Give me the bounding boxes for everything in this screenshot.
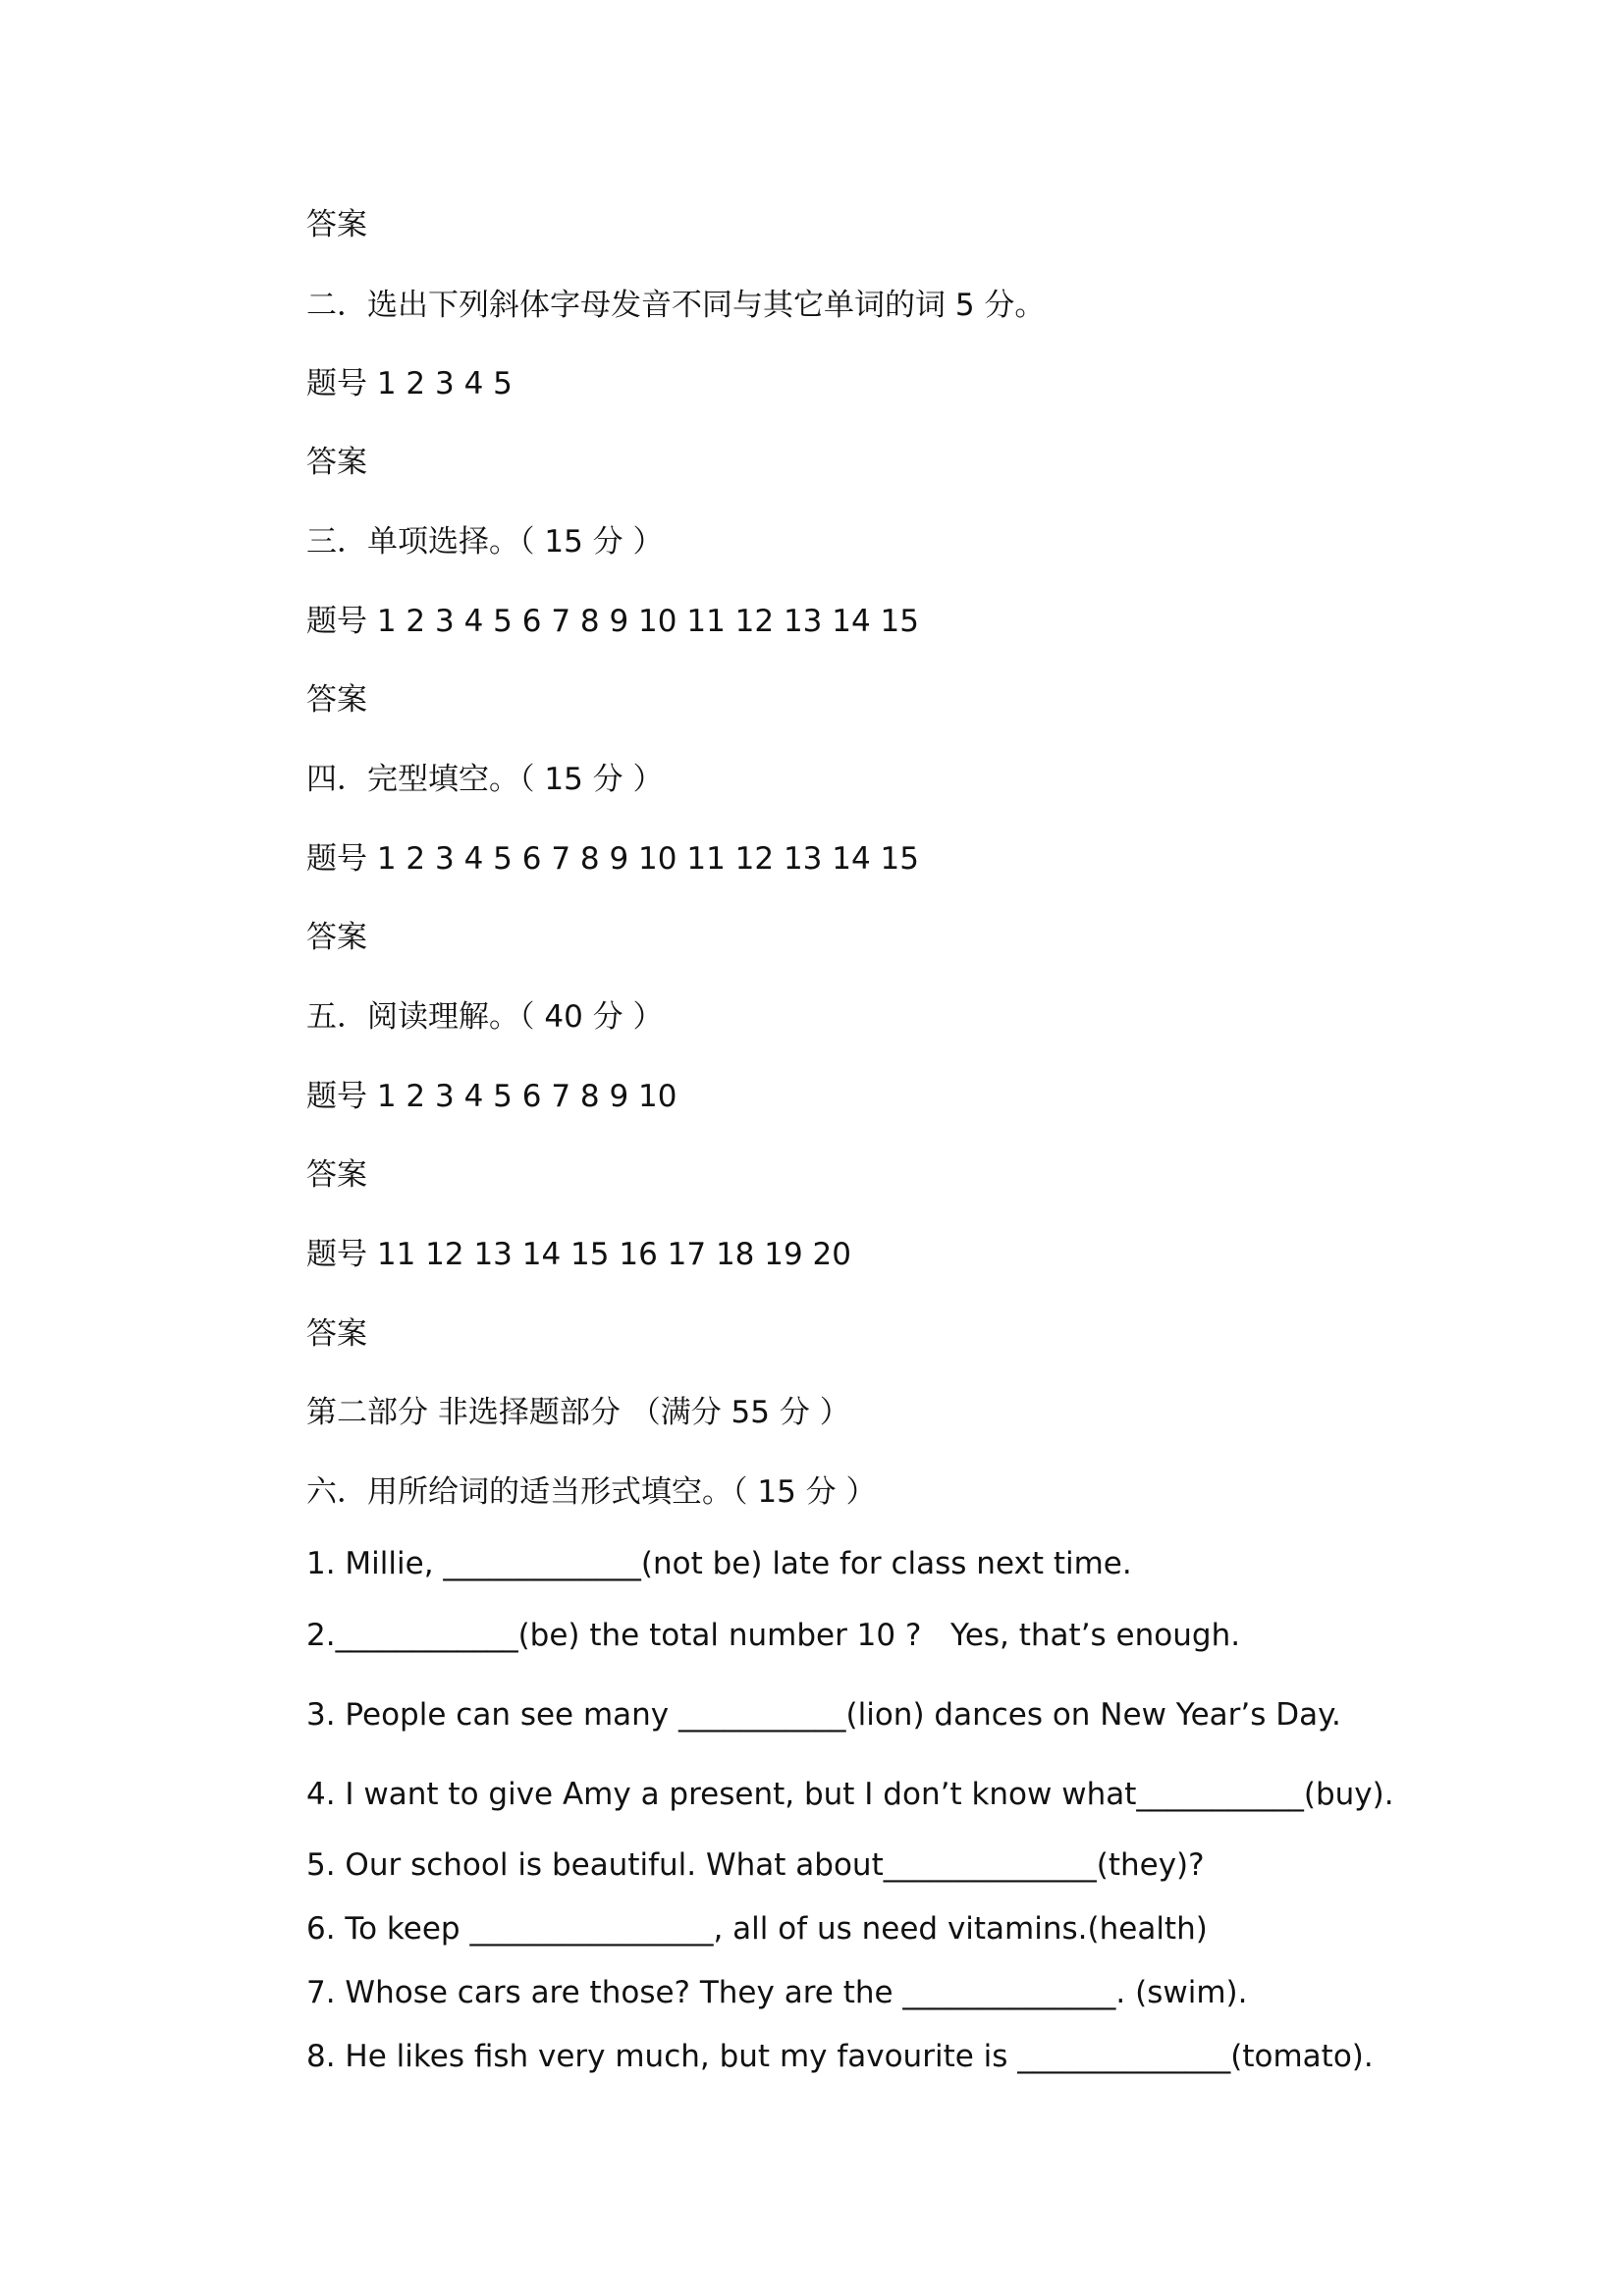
section-4-heading: 四．完型填空。（ 15 分 ）: [306, 762, 664, 797]
fill-blank-question-8: 8. He likes fish very much, but my favourite is ______________(tomato).: [306, 2039, 1374, 2074]
fill-blank-question-7: 7. Whose cars are those? They are the ______________. (swim).: [306, 1975, 1248, 2010]
answer-label: 答案: [306, 920, 367, 955]
fill-blank-question-6: 6. To keep ________________, all of us need vitamins.(health): [306, 1911, 1208, 1947]
answer-label: 答案: [306, 1316, 367, 1352]
answer-label: 答案: [306, 207, 367, 242]
fill-blank-question-3: 3. People can see many ___________(lion) dances on New Year’s Day.: [306, 1697, 1341, 1733]
section-5-heading: 五．阅读理解。（ 40 分 ）: [306, 999, 664, 1035]
answer-label: 答案: [306, 1157, 367, 1193]
section-3-heading: 三．单项选择。（ 15 分 ）: [306, 524, 664, 560]
part-2-heading: 第二部分 非选择题部分 （满分 55 分 ）: [306, 1395, 850, 1430]
question-number-row: 题号 11 12 13 14 15 16 17 18 19 20: [306, 1237, 852, 1272]
fill-blank-question-1: 1. Millie, _____________(not be) late for class next time.: [306, 1546, 1132, 1581]
answer-label: 答案: [306, 445, 367, 480]
question-number-row: 题号 1 2 3 4 5 6 7 8 9 10: [306, 1079, 677, 1114]
fill-blank-question-5: 5. Our school is beautiful. What about______________(they)?: [306, 1847, 1205, 1883]
section-2-heading: 二．选出下列斜体字母发音不同与其它单词的词 5 分。: [306, 288, 1046, 323]
fill-blank-question-4: 4. I want to give Amy a present, but I don’t know what___________(buy).: [306, 1777, 1394, 1812]
question-number-row: 题号 1 2 3 4 5 6 7 8 9 10 11 12 13 14 15: [306, 841, 919, 877]
section-6-heading: 六．用所给词的适当形式填空。（ 15 分 ）: [306, 1474, 877, 1510]
fill-blank-question-2: 2.____________(be) the total number 10 ? Yes, that’s enough.: [306, 1618, 1241, 1653]
question-number-row: 题号 1 2 3 4 5 6 7 8 9 10 11 12 13 14 15: [306, 604, 919, 639]
answer-label: 答案: [306, 682, 367, 718]
question-number-row: 题号 1 2 3 4 5: [306, 366, 513, 401]
